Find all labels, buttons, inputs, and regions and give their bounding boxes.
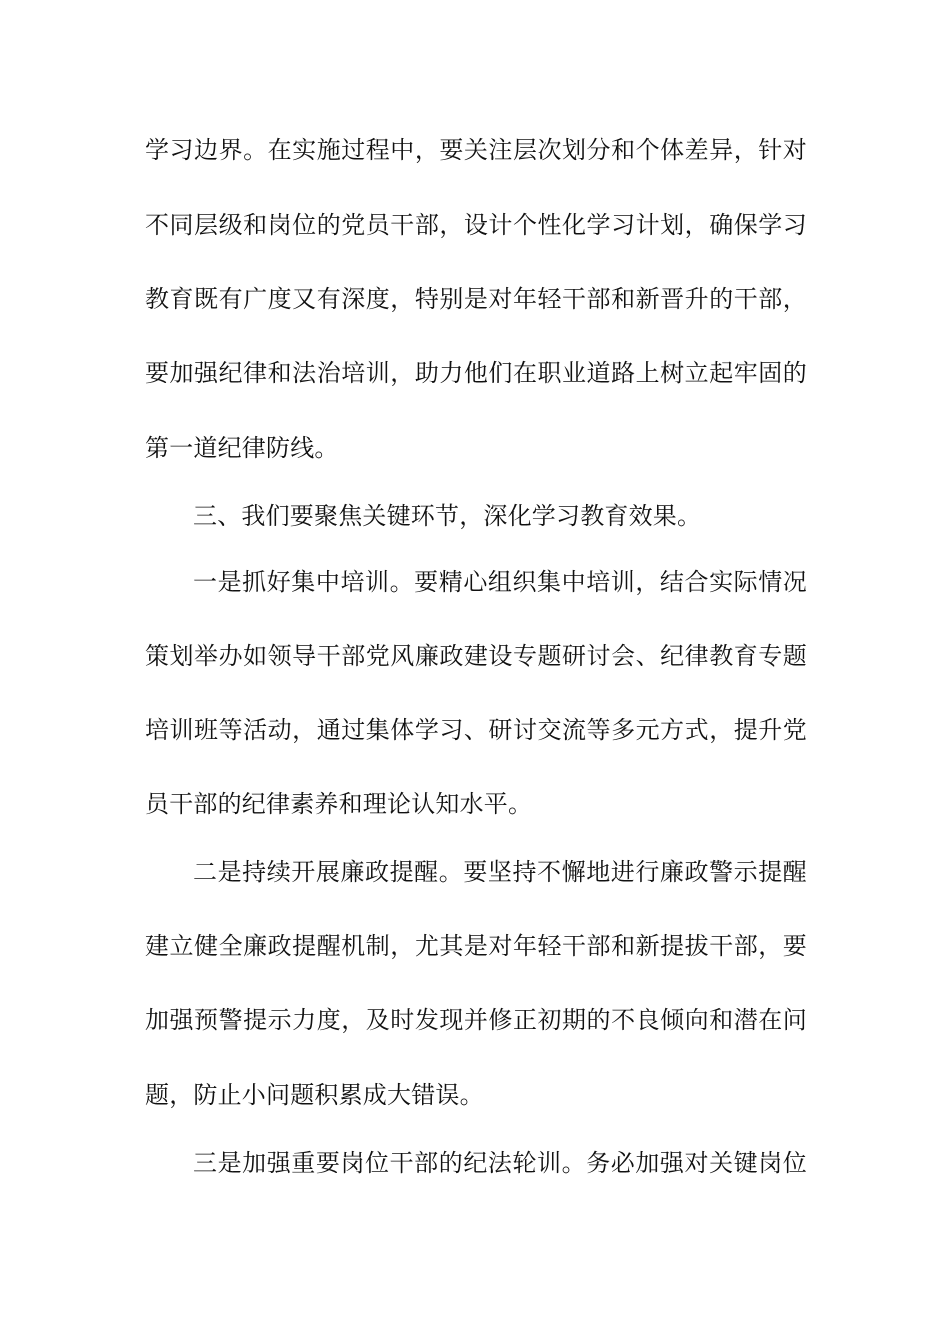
text-line: 一是抓好集中培训。要精心组织集中培训，结合实际情况 — [193, 568, 807, 596]
text-line: 题，防止小问题积累成大错误。 — [145, 1081, 484, 1109]
text-line: 不同层级和岗位的党员干部，设计个性化学习计划，确保学习 — [145, 211, 807, 239]
section-heading: 三、我们要聚焦关键环节，深化学习教育效果。 — [193, 502, 702, 530]
text-line: 加强预警提示力度，及时发现并修正初期的不良倾向和潜在问 — [145, 1006, 807, 1034]
text-line: 三是加强重要岗位干部的纪法轮训。务必加强对关键岗位 — [193, 1149, 807, 1177]
text-line: 员干部的纪律素养和理论认知水平。 — [145, 790, 533, 818]
text-line: 要加强纪律和法治培训，助力他们在职业道路上树立起牢固的 — [145, 359, 807, 387]
text-line: 教育既有广度又有深度，特别是对年轻干部和新晋升的干部， — [145, 285, 807, 313]
text-line: 培训班等活动，通过集体学习、研讨交流等多元方式，提升党 — [145, 716, 807, 744]
text-line: 二是持续开展廉政提醒。要坚持不懈地进行廉政警示提醒 — [193, 858, 807, 886]
text-line: 建立健全廉政提醒机制，尤其是对年轻干部和新提拔干部，要 — [145, 932, 807, 960]
text-line: 策划举办如领导干部党风廉政建设专题研讨会、纪律教育专题 — [145, 642, 807, 670]
text-line: 第一道纪律防线。 — [145, 434, 339, 462]
text-line: 学习边界。在实施过程中，要关注层次划分和个体差异，针对 — [145, 136, 807, 164]
